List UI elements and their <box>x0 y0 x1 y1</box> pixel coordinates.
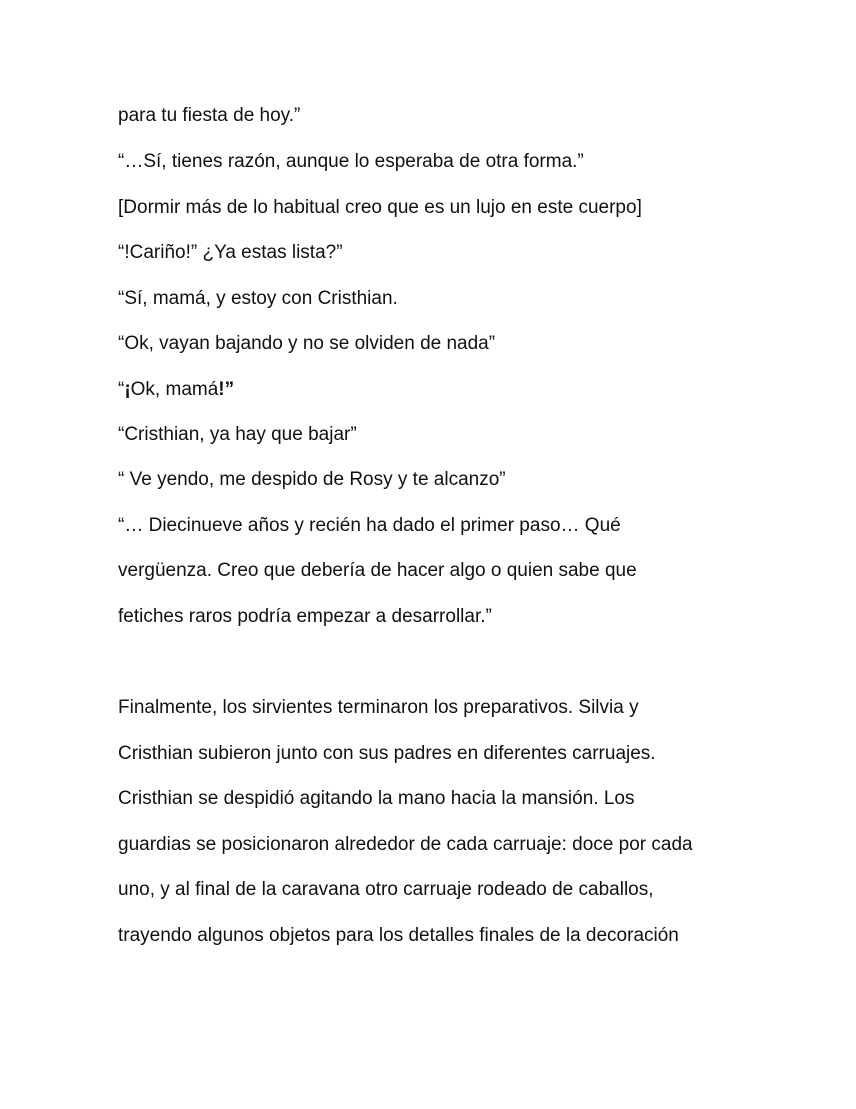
open-exclamation: ¡ <box>124 379 131 400</box>
open-quote: “ <box>118 379 125 400</box>
text-line: Cristhian subieron junto con sus padres en diferentes carruajes. <box>118 743 656 764</box>
text-line: trayendo algunos objetos para los detalles finales de la decoración <box>118 925 679 946</box>
text-line: vergüenza. Creo que debería de hacer algo o quien sabe que <box>118 560 637 581</box>
text-line: para tu fiesta de hoy.” <box>118 105 301 126</box>
text-line: “Sí, mamá, y estoy con Cristhian. <box>118 288 398 309</box>
text-line: uno, y al final de la caravana otro carruaje rodeado de caballos, <box>118 879 654 900</box>
text-line: “!Cariño!” ¿Ya estas lista?” <box>118 242 343 263</box>
text-line: “ Ve yendo, me despido de Rosy y te alcanzo” <box>118 469 506 490</box>
text-line: [Dormir más de lo habitual creo que es un lujo en este cuerpo] <box>118 197 642 218</box>
text-line: Finalmente, los sirvientes terminaron los preparativos. Silvia y <box>118 697 639 718</box>
text-line: “Cristhian, ya hay que bajar” <box>118 424 357 445</box>
close-exclamation-quote: !” <box>218 379 235 400</box>
text-line: “…Sí, tienes razón, aunque lo esperaba de otra forma.” <box>118 151 584 172</box>
text-line: guardias se posicionaron alrededor de cada carruaje: doce por cada <box>118 834 693 855</box>
text-line: “Ok, vayan bajando y no se olviden de nada” <box>118 333 496 354</box>
ok-mama-text: Ok, mamá <box>130 379 219 400</box>
text-line: fetiches raros podría empezar a desarrollar.” <box>118 606 492 627</box>
text-line <box>118 378 234 402</box>
text-line: Cristhian se despidió agitando la mano hacia la mansión. Los <box>118 788 635 809</box>
text-line: “… Diecinueve años y recién ha dado el primer paso… Qué <box>118 515 621 536</box>
